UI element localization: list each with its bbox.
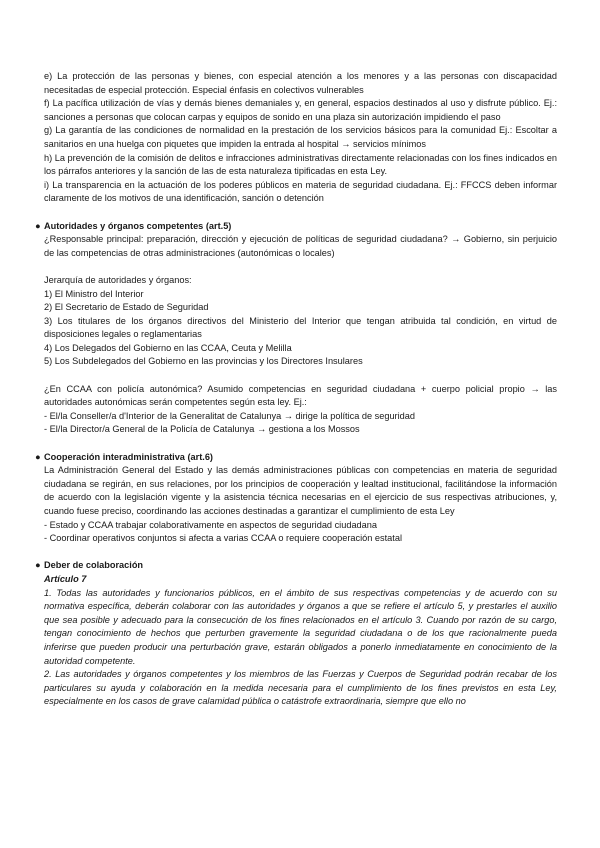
autoridades-intro: ¿Responsable principal: preparación, dirección y ejecución de políticas de seguridad ciudadana? → Gobierno, sin perjuicio de las competencias de otras administraciones (autonómicas o locales) [44,234,557,258]
item-f: f) La pacífica utilización de vías y demás bienes demaniales y, en general, espacios destinados al uso y disfrute público. Ej.: sanciones a personas que colocan carpas y equipos de sonido en una plaza sin autorización impidiendo el paso [44,98,557,122]
bullet-icon: ● [35,560,41,571]
ccaa-text: ¿En CCAA con policía autonómica? Asumido competencias en seguridad ciudadana + cuerpo policial propio → las autoridades autonómicas serán competentes según esta ley. Ej.: [44,383,557,408]
example-line: - El/la Director/a General de la Policía de Catalunya → gestiona a los Mossos [44,424,360,435]
bullet-icon: ● [35,220,41,231]
heading-colaboracion [35,559,557,573]
hierarchy-item: 5) Los Subdelegados del Gobierno en las provincias y los Directores Insulares [44,356,363,367]
article-paragraph-2: 2. Las autoridades y órganos competentes y los miembros de las Fuerzas y Cuerpos de Seguridad podrán recabar de los particulares su ayuda y colaboración en la medida necesaria para el cumplimiento de los fines previstos en esta Ley, especialmente en los casos de grave calamidad pública o catástrofe extraordinaria, siempre que ello no [44,669,557,707]
example-line: - Coordinar operativos conjuntos si afecta a varias CCAA o requiere cooperación estatal [44,533,402,544]
hierarchy-item: 2) El Secretario de Estado de Seguridad [44,302,209,313]
hierarchy-item: 1) El Ministro del Interior [44,288,144,299]
heading-text: Autoridades y órganos competentes (art.5) [44,220,232,231]
heading-autoridades [35,220,557,234]
item-g: g) La garantía de las condiciones de normalidad en la prestación de los servicios básicos para la comunidad Ej.: Escoltar a sanitarios en una huelga con piquetes que impiden la entrada al hospital → servicios mínimos [44,125,557,149]
bullet-icon: ● [35,451,41,462]
hierarchy-item: 4) Los Delegados del Gobierno en las CCAA, Ceuta y Melilla [44,342,292,353]
item-i: i) La transparencia en la actuación de los poderes públicos en materia de seguridad ciudadana. Ej.: FFCCS deben informar claramente de los motivos de una identificación, sanción o detención [44,179,557,204]
heading-text: Cooperación interadministrativa (art.6) [44,451,213,462]
cooperacion-body: La Administración General del Estado y las demás administraciones públicas con competencias en materia de seguridad ciudadana se regirán, en sus relaciones, por los principios de cooperación y lealtad institucional, facilitándose la información de acuerdo con la legislación vigente y la asistencia técnica necesarias en el ejercicio de sus respectivas atribuciones, y, cuando fuese preciso, coordinando las acciones destinadas a garantizar el cumplimiento de esta Ley [44,465,557,516]
heading-text: Deber de colaboración [44,560,144,571]
hierarchy-title: Jerarquía de autoridades y órganos: [44,274,192,285]
article-paragraph-1: 1. Todas las autoridades y funcionarios públicos, en el ámbito de sus respectivas competencias y de acuerdo con su normativa específica, deberán colaborar con las autoridades y órganos a que se refiere el artículo 5, y prestarles el auxilio que sea posible y adecuado para la consecución de los fines relacionados en el artículo 3. Cuando por razón de su cargo, tengan conocimiento de hechos que perturben gravemente la seguridad ciudadana o de los que racionalmente pueda inferirse que pueden producir una perturbación grave, estarán obligados a ponerlo inmediatamente en conocimiento de la autoridad competente. [44,587,557,666]
example-line: - El/la Conseller/a d'Interior de la Generalitat de Catalunya → dirige la política de seguridad [44,410,415,421]
heading-cooperacion [35,451,557,465]
example-line: - Estado y CCAA trabajar colaborativamente en aspectos de seguridad ciudadana [44,519,377,530]
hierarchy-item: 3) Los titulares de los órganos directivos del Ministerio del Interior que tengan atribuida tal condición, en virtud de disposiciones legales o reglamentarias [44,315,557,340]
item-e: e) La protección de las personas y bienes, con especial atención a los menores y a las personas con discapacidad necesitadas de especial protección. Especial énfasis en colectivos vulnerables [44,71,557,95]
article-label: Artículo 7 [44,573,87,584]
item-h: h) La prevención de la comisión de delitos e infracciones administrativas directamente relacionadas con los fines indicados en los párrafos anteriores y la sanción de las de esta naturaleza tipificadas en esta Ley. [44,152,557,177]
document-page [35,70,557,709]
